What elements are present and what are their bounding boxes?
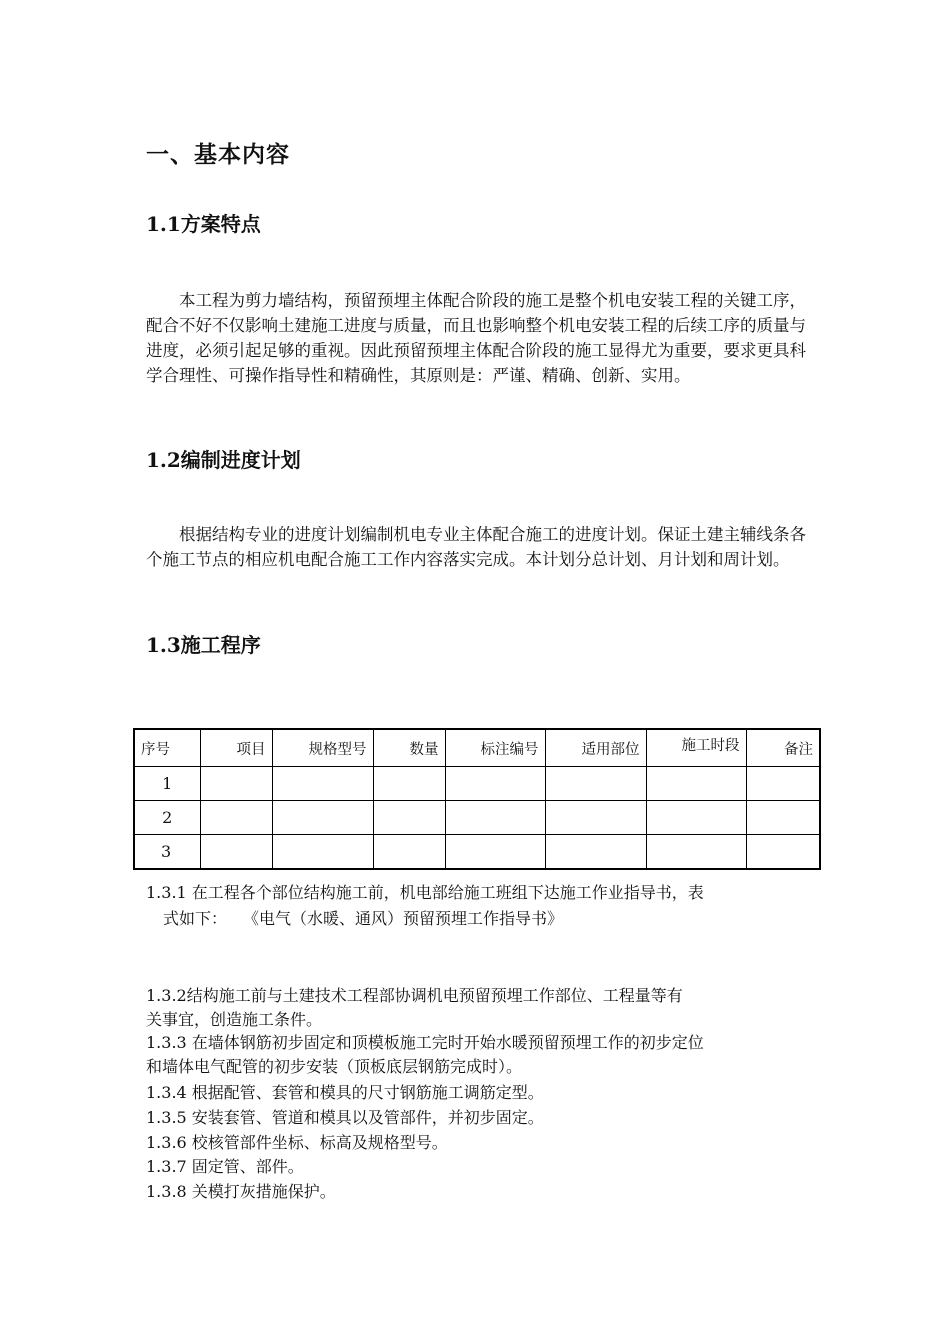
table-cell bbox=[272, 835, 373, 870]
step-1-3-1-line2: 式如下： 《电气（水暖、通风）预留预埋工作指导书》 bbox=[163, 909, 564, 928]
header-cell: 施工时段 bbox=[646, 729, 746, 767]
header-cell: 备注 bbox=[746, 729, 820, 767]
step-1-3-4: 1.3.4 根据配管、套管和模具的尺寸钢筋施工调筋定型。 bbox=[146, 1083, 544, 1102]
table-cell bbox=[373, 767, 445, 801]
step-1-3-6: 1.3.6 校核管部件坐标、标高及规格型号。 bbox=[146, 1133, 448, 1152]
step-1-3-1-line1: 1.3.1 在工程各个部位结构施工前，机电部给施工班组下达施工作业指导书，表 bbox=[146, 883, 704, 902]
table-row bbox=[134, 835, 820, 870]
table-cell bbox=[373, 801, 445, 835]
subsection-title-1-3: 1.3施工程序 bbox=[146, 633, 261, 657]
subsection-title-1-2: 1.2编制进度计划 bbox=[146, 448, 301, 472]
step-1-3-5: 1.3.5 安装套管、管道和模具以及管部件，并初步固定。 bbox=[146, 1108, 544, 1127]
table-cell bbox=[545, 801, 646, 835]
table-cell bbox=[200, 835, 272, 870]
step-1-3-7: 1.3.7 固定管、部件。 bbox=[146, 1157, 304, 1176]
construction-table bbox=[133, 728, 821, 870]
table-cell bbox=[646, 801, 746, 835]
table-cell bbox=[445, 767, 545, 801]
header-cell: 标注编号 bbox=[445, 729, 545, 767]
header-cell: 适用部位 bbox=[545, 729, 646, 767]
table-row bbox=[134, 767, 820, 801]
table-cell bbox=[545, 835, 646, 870]
step-1-3-2-line2: 关事宜，创造施工条件。 bbox=[146, 1010, 323, 1029]
paragraph-1-1: 本工程为剪力墙结构，预留预埋主体配合阶段的施工是整个机电安装工程的关键工序，配合不好不仅影响土建施工进度与质量，而且也影响整个机电安装工程的后续工序的质量与进度，必须引起足够的重视。因此预留预埋主体配合阶段的施工显得尤为重要，要求更具科学合理性、可操作指导性和精确性，其原则是：严谨、精确、创新、实用。 bbox=[146, 291, 806, 385]
table-cell bbox=[746, 767, 820, 801]
row-number: 3 bbox=[134, 835, 200, 870]
table-cell bbox=[545, 767, 646, 801]
table-header-row bbox=[134, 729, 820, 767]
table-cell bbox=[445, 835, 545, 870]
table-cell bbox=[272, 801, 373, 835]
table-cell bbox=[445, 801, 545, 835]
row-number: 2 bbox=[134, 801, 200, 835]
table-cell bbox=[272, 767, 373, 801]
table-cell bbox=[746, 835, 820, 870]
row-number: 1 bbox=[134, 767, 200, 801]
subsection-title-1-1: 1.1方案特点 bbox=[146, 212, 261, 236]
step-1-3-3-line1: 1.3.3 在墙体钢筋初步固定和顶模板施工完时开始水暖预留预埋工作的初步定位 bbox=[146, 1033, 704, 1052]
section-heading: 一、基本内容 bbox=[146, 141, 290, 168]
step-1-3-8: 1.3.8 关模打灰措施保护。 bbox=[146, 1182, 336, 1201]
table-row bbox=[134, 801, 820, 835]
table-cell bbox=[373, 835, 445, 870]
paragraph-1-2: 根据结构专业的进度计划编制机电专业主体配合施工的进度计划。保证土建主辅线条各个施工节点的相应机电配合施工工作内容落实完成。本计划分总计划、月计划和周计划。 bbox=[146, 525, 806, 569]
table-cell bbox=[200, 767, 272, 801]
step-1-3-3-line2: 和墙体电气配管的初步安装（顶板底层钢筋完成时）。 bbox=[146, 1057, 523, 1076]
step-1-3-2-line1: 1.3.2结构施工前与土建技术工程部协调机电预留预埋工作部位、工程量等有 bbox=[146, 986, 683, 1005]
table-cell bbox=[200, 801, 272, 835]
header-cell: 项目 bbox=[200, 729, 272, 767]
header-cell: 规格型号 bbox=[272, 729, 373, 767]
table-cell bbox=[646, 767, 746, 801]
table-cell bbox=[746, 801, 820, 835]
table-cell bbox=[646, 835, 746, 870]
header-cell: 数量 bbox=[373, 729, 445, 767]
header-cell: 序号 bbox=[134, 729, 200, 767]
